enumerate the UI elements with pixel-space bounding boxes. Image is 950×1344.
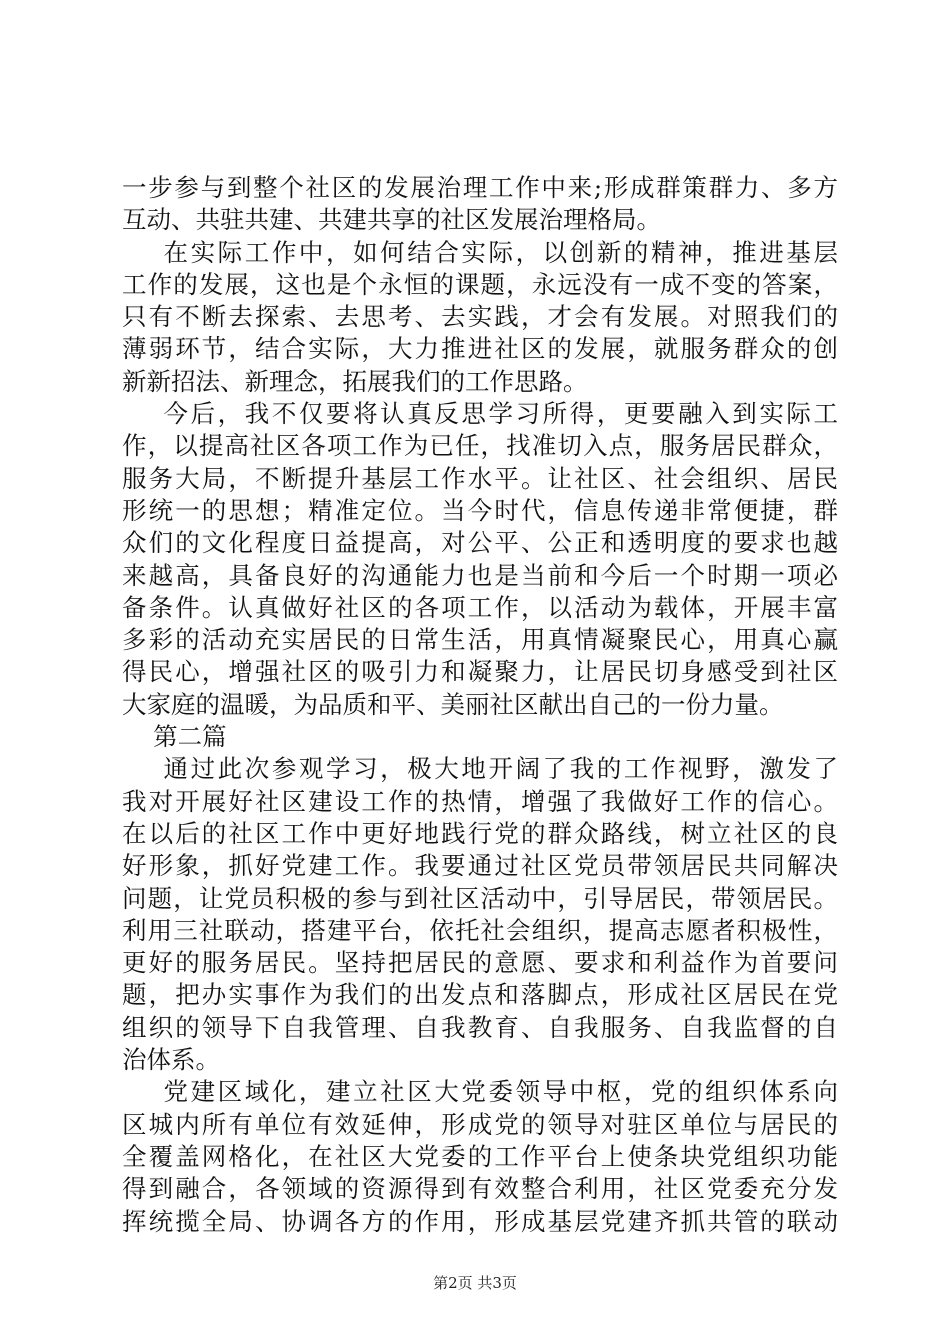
text-line: 只有不断去探索、去思考、去实践，才会有发展。对照我们的 bbox=[122, 302, 838, 332]
text-line: 互动、共驻共建、共建共享的社区发展治理格局。 bbox=[122, 205, 661, 235]
text-line: 服务大局，不断提升基层工作水平。让社区、社会组织、居民 bbox=[122, 463, 838, 493]
text-line: 区城内所有单位有效延伸，形成党的领导对驻区单位与居民的 bbox=[122, 1109, 838, 1139]
text-line: 更好的服务居民。坚持把居民的意愿、要求和利益作为首要问 bbox=[122, 948, 838, 978]
text-line: 众们的文化程度日益提高，对公平、公正和透明度的要求也越 bbox=[122, 528, 838, 558]
text-line: 大家庭的温暖，为品质和平、美丽社区献出自己的一份力量。 bbox=[122, 689, 784, 719]
text-line: 一步参与到整个社区的发展治理工作中来;形成群策群力、多方 bbox=[122, 173, 838, 202]
text-line: 来越高，具备良好的沟通能力也是当前和今后一个时期一项必 bbox=[122, 560, 838, 590]
text-line: 在实际工作中，如何结合实际，以创新的精神，推进基层 bbox=[122, 237, 838, 267]
text-line: 利用三社联动，搭建平台，依托社会组织，提高志愿者积极性， bbox=[122, 915, 838, 945]
text-line: 在以后的社区工作中更好地践行党的群众路线，树立社区的良 bbox=[122, 818, 838, 848]
text-line: 全覆盖网格化，在社区大党委的工作平台上使条块党组织功能 bbox=[122, 1141, 838, 1171]
text-line: 备条件。认真做好社区的各项工作，以活动为载体，开展丰富 bbox=[122, 592, 838, 622]
text-line: 得到融合，各领域的资源得到有效整合利用，社区党委充分发 bbox=[122, 1174, 838, 1204]
text-line: 第二篇 bbox=[122, 722, 227, 752]
text-line: 形统一的思想；精准定位。当今时代，信息传递非常便捷，群 bbox=[122, 495, 838, 525]
text-line: 组织的领导下自我管理、自我教育、自我服务、自我监督的自 bbox=[122, 1012, 838, 1042]
text-line: 好形象，抓好党建工作。我要通过社区党员带领居民共同解决 bbox=[122, 851, 838, 881]
text-line: 我对开展好社区建设工作的热情，增强了我做好工作的信心。 bbox=[122, 786, 838, 816]
text-line: 问题，让党员积极的参与到社区活动中，引导居民，带领居民。 bbox=[122, 883, 838, 913]
text-line: 多彩的活动充实居民的日常生活，用真情凝聚民心，用真心赢 bbox=[122, 625, 838, 655]
page-footer: 第2页 共3页 bbox=[433, 1274, 517, 1292]
text-line: 工作的发展，这也是个永恒的课题，永远没有一成不变的答案， bbox=[122, 269, 838, 299]
text-line: 题，把办实事作为我们的出发点和落脚点，形成社区居民在党 bbox=[122, 980, 838, 1010]
text-line: 薄弱环节，结合实际，大力推进社区的发展，就服务群众的创 bbox=[122, 334, 838, 364]
text-line: 作，以提高社区各项工作为已任，找准切入点，服务居民群众， bbox=[122, 431, 838, 461]
text-line: 今后，我不仅要将认真反思学习所得，更要融入到实际工 bbox=[122, 399, 838, 429]
text-line: 挥统揽全局、协调各方的作用，形成基层党建齐抓共管的联动 bbox=[122, 1206, 838, 1236]
text-line: 得民心，增强社区的吸引力和凝聚力，让居民切身感受到社区 bbox=[122, 657, 838, 687]
body-text bbox=[122, 172, 838, 1238]
text-line: 党建区域化，建立社区大党委领导中枢，党的组织体系向 bbox=[122, 1077, 838, 1107]
text-line: 治体系。 bbox=[122, 1045, 220, 1075]
text-line: 新新招法、新理念，拓展我们的工作思路。 bbox=[122, 366, 588, 396]
text-line: 通过此次参观学习，极大地开阔了我的工作视野，激发了 bbox=[122, 754, 838, 784]
